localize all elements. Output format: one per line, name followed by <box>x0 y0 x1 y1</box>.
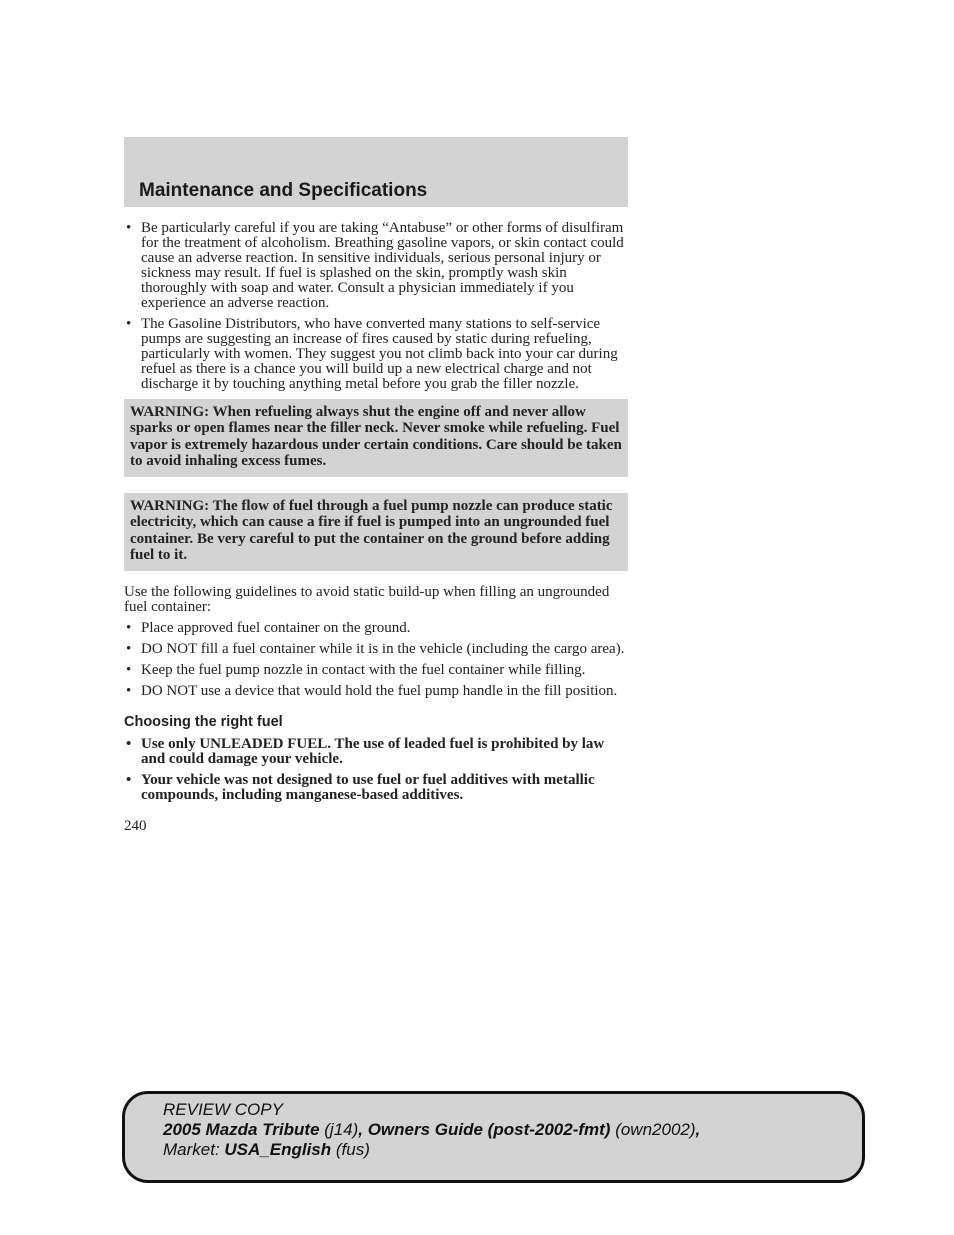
warning-box-static: WARNING: The flow of fuel through a fuel pump nozzle can produce static electricity, which can cause a fire if fuel is pumped into an ungrounded fuel container. Be very careful to put the container on the ground before adding fuel to it. <box>124 493 628 571</box>
list-item: • Place approved fuel container on the ground. <box>124 621 628 636</box>
footer-market-label: Market: <box>163 1140 225 1159</box>
fuel-subheading: Choosing the right fuel <box>124 714 283 731</box>
footer-model: 2005 Mazda Tribute <box>163 1120 320 1139</box>
section-title: Maintenance and Specifications <box>139 180 428 201</box>
page-content <box>124 221 628 834</box>
review-copy-footer <box>122 1091 865 1183</box>
warning-box-refueling: WARNING: When refueling always shut the engine off and never allow sparks or open flames near the filler neck. Never smoke while refueling. Fuel vapor is extremely hazardous under certain conditions. Care should be taken to avoid inhaling excess fumes. <box>124 399 628 477</box>
list-item: • DO NOT use a device that would hold the fuel pump handle in the fill position. <box>124 684 628 699</box>
list-item: • Be particularly careful if you are taking “Antabuse” or other forms of disulfiram for the treatment of alcoholism. Breathing gasoline vapors, or skin contact could cause an adverse reaction. In sensitive individuals, serious personal injury or sickness may result. If fuel is splashed on the skin, promptly wash skin thoroughly with soap and water. Consult a physician immediately if you experience an adverse reaction. <box>124 221 628 311</box>
footer-text <box>163 1100 700 1160</box>
footer-guide: , Owners Guide (post-2002-fmt) <box>358 1120 611 1139</box>
footer-market-line <box>163 1140 700 1160</box>
footer-market: USA_English <box>224 1140 332 1159</box>
list-item: • DO NOT fill a fuel container while it is in the vehicle (including the cargo area). <box>124 642 628 657</box>
page-number: 240 <box>124 818 147 835</box>
footer-review-label: REVIEW COPY <box>163 1100 283 1119</box>
footer-doc-line <box>163 1120 700 1140</box>
footer-guide-code: (own2002) <box>610 1120 696 1139</box>
section-header-band <box>124 137 628 207</box>
footer-comma: , <box>695 1120 701 1139</box>
list-item: • Your vehicle was not designed to use fuel or fuel additives with metallic compounds, including manganese-based additives. <box>124 773 628 803</box>
safety-bullet-list <box>124 221 628 392</box>
list-item: • Use only UNLEADED FUEL. The use of leaded fuel is prohibited by law and could damage your vehicle. <box>124 737 628 767</box>
guidelines-intro: Use the following guidelines to avoid static build-up when filling an ungrounded fuel container: <box>124 584 610 616</box>
list-item: • Keep the fuel pump nozzle in contact with the fuel container while filling. <box>124 663 628 678</box>
footer-market-code: (fus) <box>331 1140 370 1159</box>
fuel-list <box>124 737 628 803</box>
guidelines-list <box>124 621 628 699</box>
list-item: • The Gasoline Distributors, who have converted many stations to self-service pumps are suggesting an increase of fires caused by static during refueling, particularly with women. They suggest you not climb back into your car during refuel as there is a chance you will build up a new electrical charge and not discharge it by touching anything metal before you grab the filler nozzle. <box>124 317 628 392</box>
footer-model-code: (j14) <box>319 1120 359 1139</box>
